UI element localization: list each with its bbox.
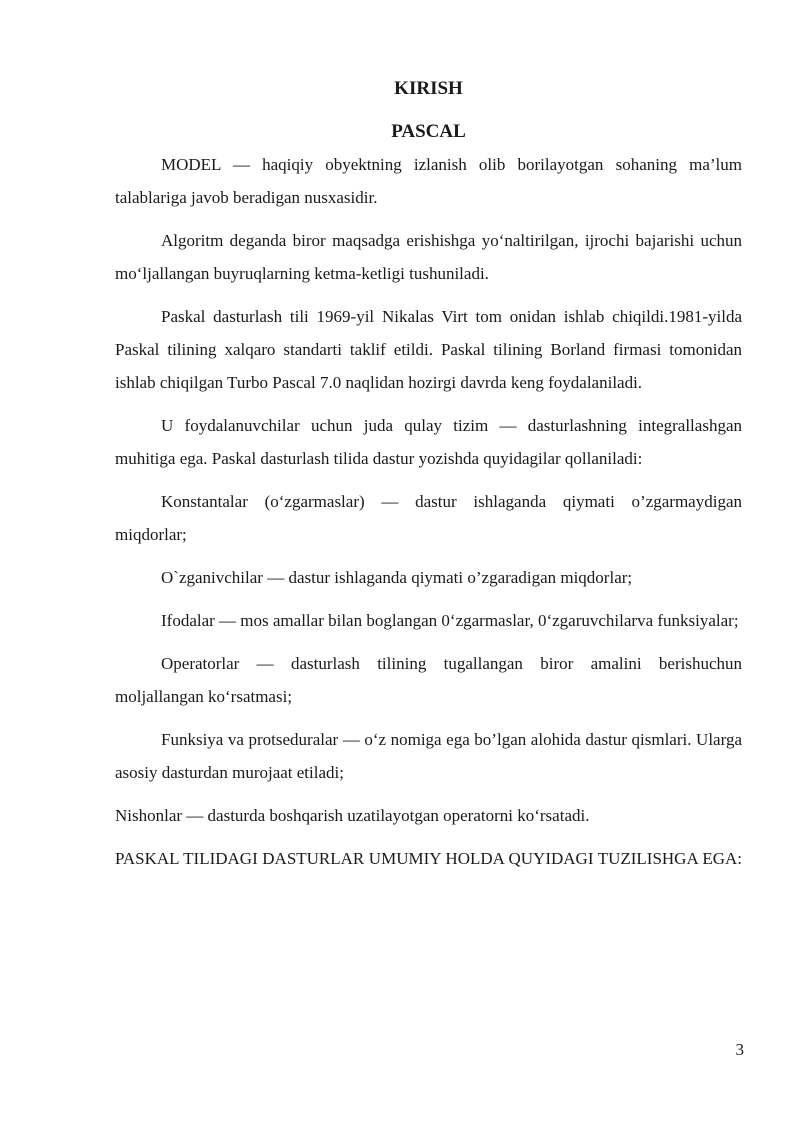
paragraph-paskal-history: Paskal dasturlash tili 1969-yil Nikalas Virt tom onidan ishlab chiqildi.1981-yilda Paskal tilining xalqaro standarti taklif etildi. Paskal tilining Borland firmasi tomonidan ishlab chiqilgan Turbo Pascal 7.0 naqlidan hozirgi davrda keng foydalaniladi. [115,307,742,392]
heading-pascal: PASCAL [391,121,466,142]
paragraph-algoritm: Algoritm deganda biror maqsadga erishishga yoʻnaltirilgan, ijrochi bajarishi uchun moʻljallangan buyruqlarning ketma-ketligi tushuniladi. [115,231,742,283]
paragraph-operatorlar: Operatorlar — dasturlash tilining tugallangan biror amalini berishuchun moljallangan koʻrsatmasi; [115,654,742,706]
paragraph-ozgaruvchilar: O`zganivchilar — dastur ishlaganda qiymati o’zgaradigan miqdorlar; [161,568,633,587]
page-number: 3 [735,1040,744,1059]
document-body [115,72,742,885]
heading-kirish: KIRISH [394,78,463,99]
paragraph-model: MODEL — haqiqiy obyektning izlanish olib borilayotgan sohaning ma’lum talablariga javob beradigan nusxasidir. [115,155,742,207]
paragraph-ifodalar: Ifodalar — mos amallar bilan boglangan 0ʻzgarmaslar, 0ʻzgaruvchilarva funksiyalar; [161,611,739,630]
paragraph-konstantalar: Konstantalar (oʻzgarmaslar) — dastur ishlaganda qiymati o’zgarmaydigan miqdorlar; [115,492,742,544]
paragraph-funksiya: Funksiya va protseduralar — oʻz nomiga ega bo’lgan alohida dastur qismlari. Ularga asosiy dasturdan murojaat etiladi; [115,730,742,782]
paragraph-structure-heading: PASKAL TILIDAGI DASTURLAR UMUMIY HOLDA QUYIDAGI TUZILISHGA EGA: [115,849,742,868]
paragraph-nishonlar: Nishonlar — dasturda boshqarish uzatilayotgan operatorni koʻrsatadi. [115,806,590,825]
paragraph-environment: U foydalanuvchilar uchun juda qulay tizim — dasturlashning integrallashgan muhitiga ega. Paskal dasturlash tilida dastur yozishda quyidagilar qollaniladi: [115,416,742,468]
